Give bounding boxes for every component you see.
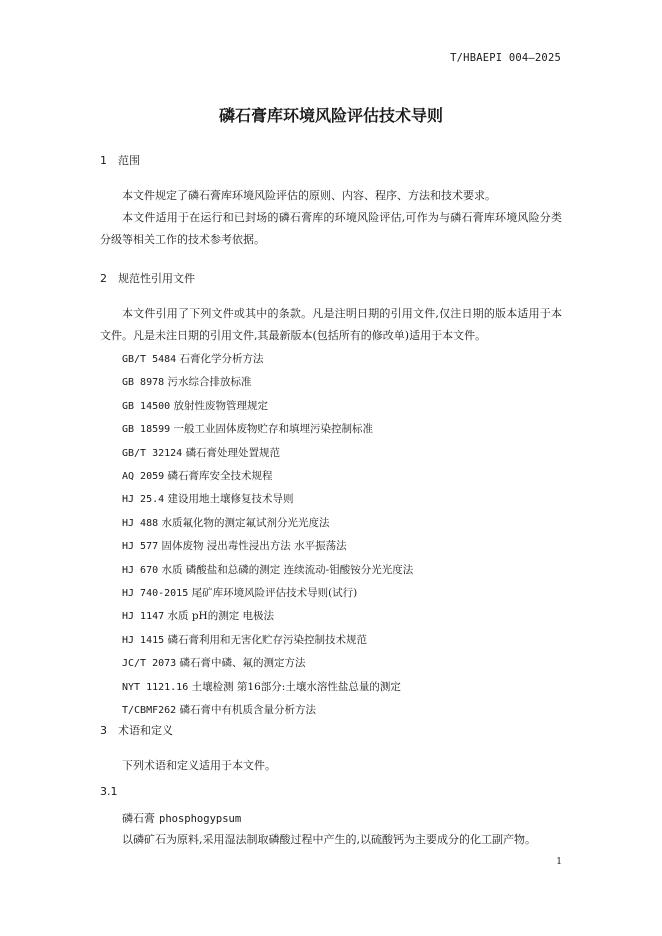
reference-name: 水质氟化物的测定氟试剂分光光度法	[161, 516, 330, 529]
section-2-paragraph-1: 本文件引用了下列文件或其中的条款。凡是注明日期的引用文件,仅注日期的版本适用于本文件。凡是未注日期的引用文件,其最新版本(包括所有的修改单)适用于本文件。	[100, 307, 562, 342]
reference-name: 一般工业固体废物贮存和填埋污染控制标准	[173, 423, 374, 436]
reference-code: GB/T 5484	[122, 354, 177, 365]
reference-code: HJ 25.4	[122, 494, 165, 506]
reference-item	[122, 629, 413, 652]
reference-name: 放射性废物管理规定	[173, 399, 269, 412]
reference-code: JC/T 2073	[122, 658, 177, 670]
section-1-paragraph-1: 本文件规定了磷石膏库环境风险评估的原则、内容、程序、方法和技术要求。	[122, 189, 496, 202]
reference-code: AQ 2059	[122, 471, 165, 483]
reference-item	[122, 605, 413, 628]
reference-name: 尾矿库环境风险评估技术导则(试行)	[191, 587, 358, 600]
reference-item	[122, 442, 413, 465]
reference-item	[122, 348, 413, 371]
section-title: 规范性引用文件	[118, 272, 195, 285]
term-number: 3.1	[100, 785, 118, 798]
section-3-paragraph-1: 下列术语和定义适用于本文件。	[122, 759, 276, 772]
reference-name: 水质 磷酸盐和总磷的测定 连续流动-钼酸铵分光光度法	[161, 563, 414, 576]
section-number: 2	[100, 272, 107, 285]
section-title: 术语和定义	[118, 724, 173, 737]
term-definition: 以磷矿石为原料,采用湿法制取磷酸过程中产生的,以硫酸钙为主要成分的化工副产物。	[122, 833, 536, 846]
reference-item	[122, 418, 413, 441]
reference-name: 土壤检测 第16部分:土壤水溶性盐总量的测定	[191, 680, 401, 693]
reference-item	[122, 465, 413, 488]
reference-item	[122, 371, 413, 394]
section-2-heading	[100, 270, 195, 286]
reference-name: 磷石膏利用和无害化贮存污染控制技术规范	[167, 633, 367, 646]
reference-code: GB 18599	[122, 424, 171, 436]
reference-code: HJ 1415	[122, 634, 165, 646]
reference-code: HJ 488	[122, 517, 159, 529]
reference-name: 建设用地土壤修复技术导则	[167, 493, 294, 506]
reference-code: HJ 1147	[122, 611, 165, 623]
reference-item	[122, 699, 413, 722]
section-1-paragraph-2: 本文件适用于在运行和已封场的磷石膏库的环境风险评估,可作为与磷石膏库环境风险分类分级等相关工作的技术参考依据。	[100, 211, 562, 246]
section-number: 3	[100, 724, 107, 737]
reference-item	[122, 652, 413, 675]
section-title: 范围	[118, 154, 140, 167]
reference-item	[122, 395, 413, 418]
reference-code: T/CBMF262	[122, 705, 177, 717]
reference-code: GB 8978	[122, 377, 165, 389]
section-number: 1	[100, 154, 107, 167]
reference-code: HJ 670	[122, 564, 159, 576]
reference-list	[122, 348, 413, 723]
reference-item	[122, 559, 413, 582]
reference-code: GB 14500	[122, 400, 171, 412]
reference-name: 污水综合排放标准	[167, 376, 252, 389]
reference-name: 磷石膏中磷、氟的测定方法	[179, 657, 306, 670]
term-heading	[122, 810, 241, 826]
term-chinese: 磷石膏	[122, 812, 155, 825]
reference-name: 固体废物 浸出毒性浸出方法 水平振荡法	[161, 540, 347, 553]
page-number: 1	[556, 857, 562, 867]
standard-code: T/HBAEPI 004—2025	[450, 52, 561, 64]
reference-code: GB/T 32124	[122, 447, 183, 459]
section-3-heading	[100, 722, 173, 738]
reference-name: 磷石膏库安全技术规程	[167, 470, 273, 483]
reference-item	[122, 582, 413, 605]
term-english: phosphogypsum	[159, 813, 242, 825]
reference-name: 磷石膏中有机质含量分析方法	[179, 704, 317, 717]
reference-name: 石膏化学分析方法	[179, 353, 264, 365]
reference-name: 水质 pH的测定 电极法	[167, 610, 275, 623]
document-title: 磷石膏库环境风险评估技术导则	[218, 106, 443, 125]
reference-code: NYT 1121.16	[122, 681, 189, 693]
reference-code: HJ 740-2015	[122, 588, 189, 600]
reference-name: 磷石膏处理处置规范	[185, 446, 281, 459]
reference-item	[122, 676, 413, 699]
reference-item	[122, 512, 413, 535]
reference-code: HJ 577	[122, 541, 159, 553]
reference-item	[122, 488, 413, 511]
reference-item	[122, 535, 413, 558]
section-1-heading	[100, 152, 140, 168]
